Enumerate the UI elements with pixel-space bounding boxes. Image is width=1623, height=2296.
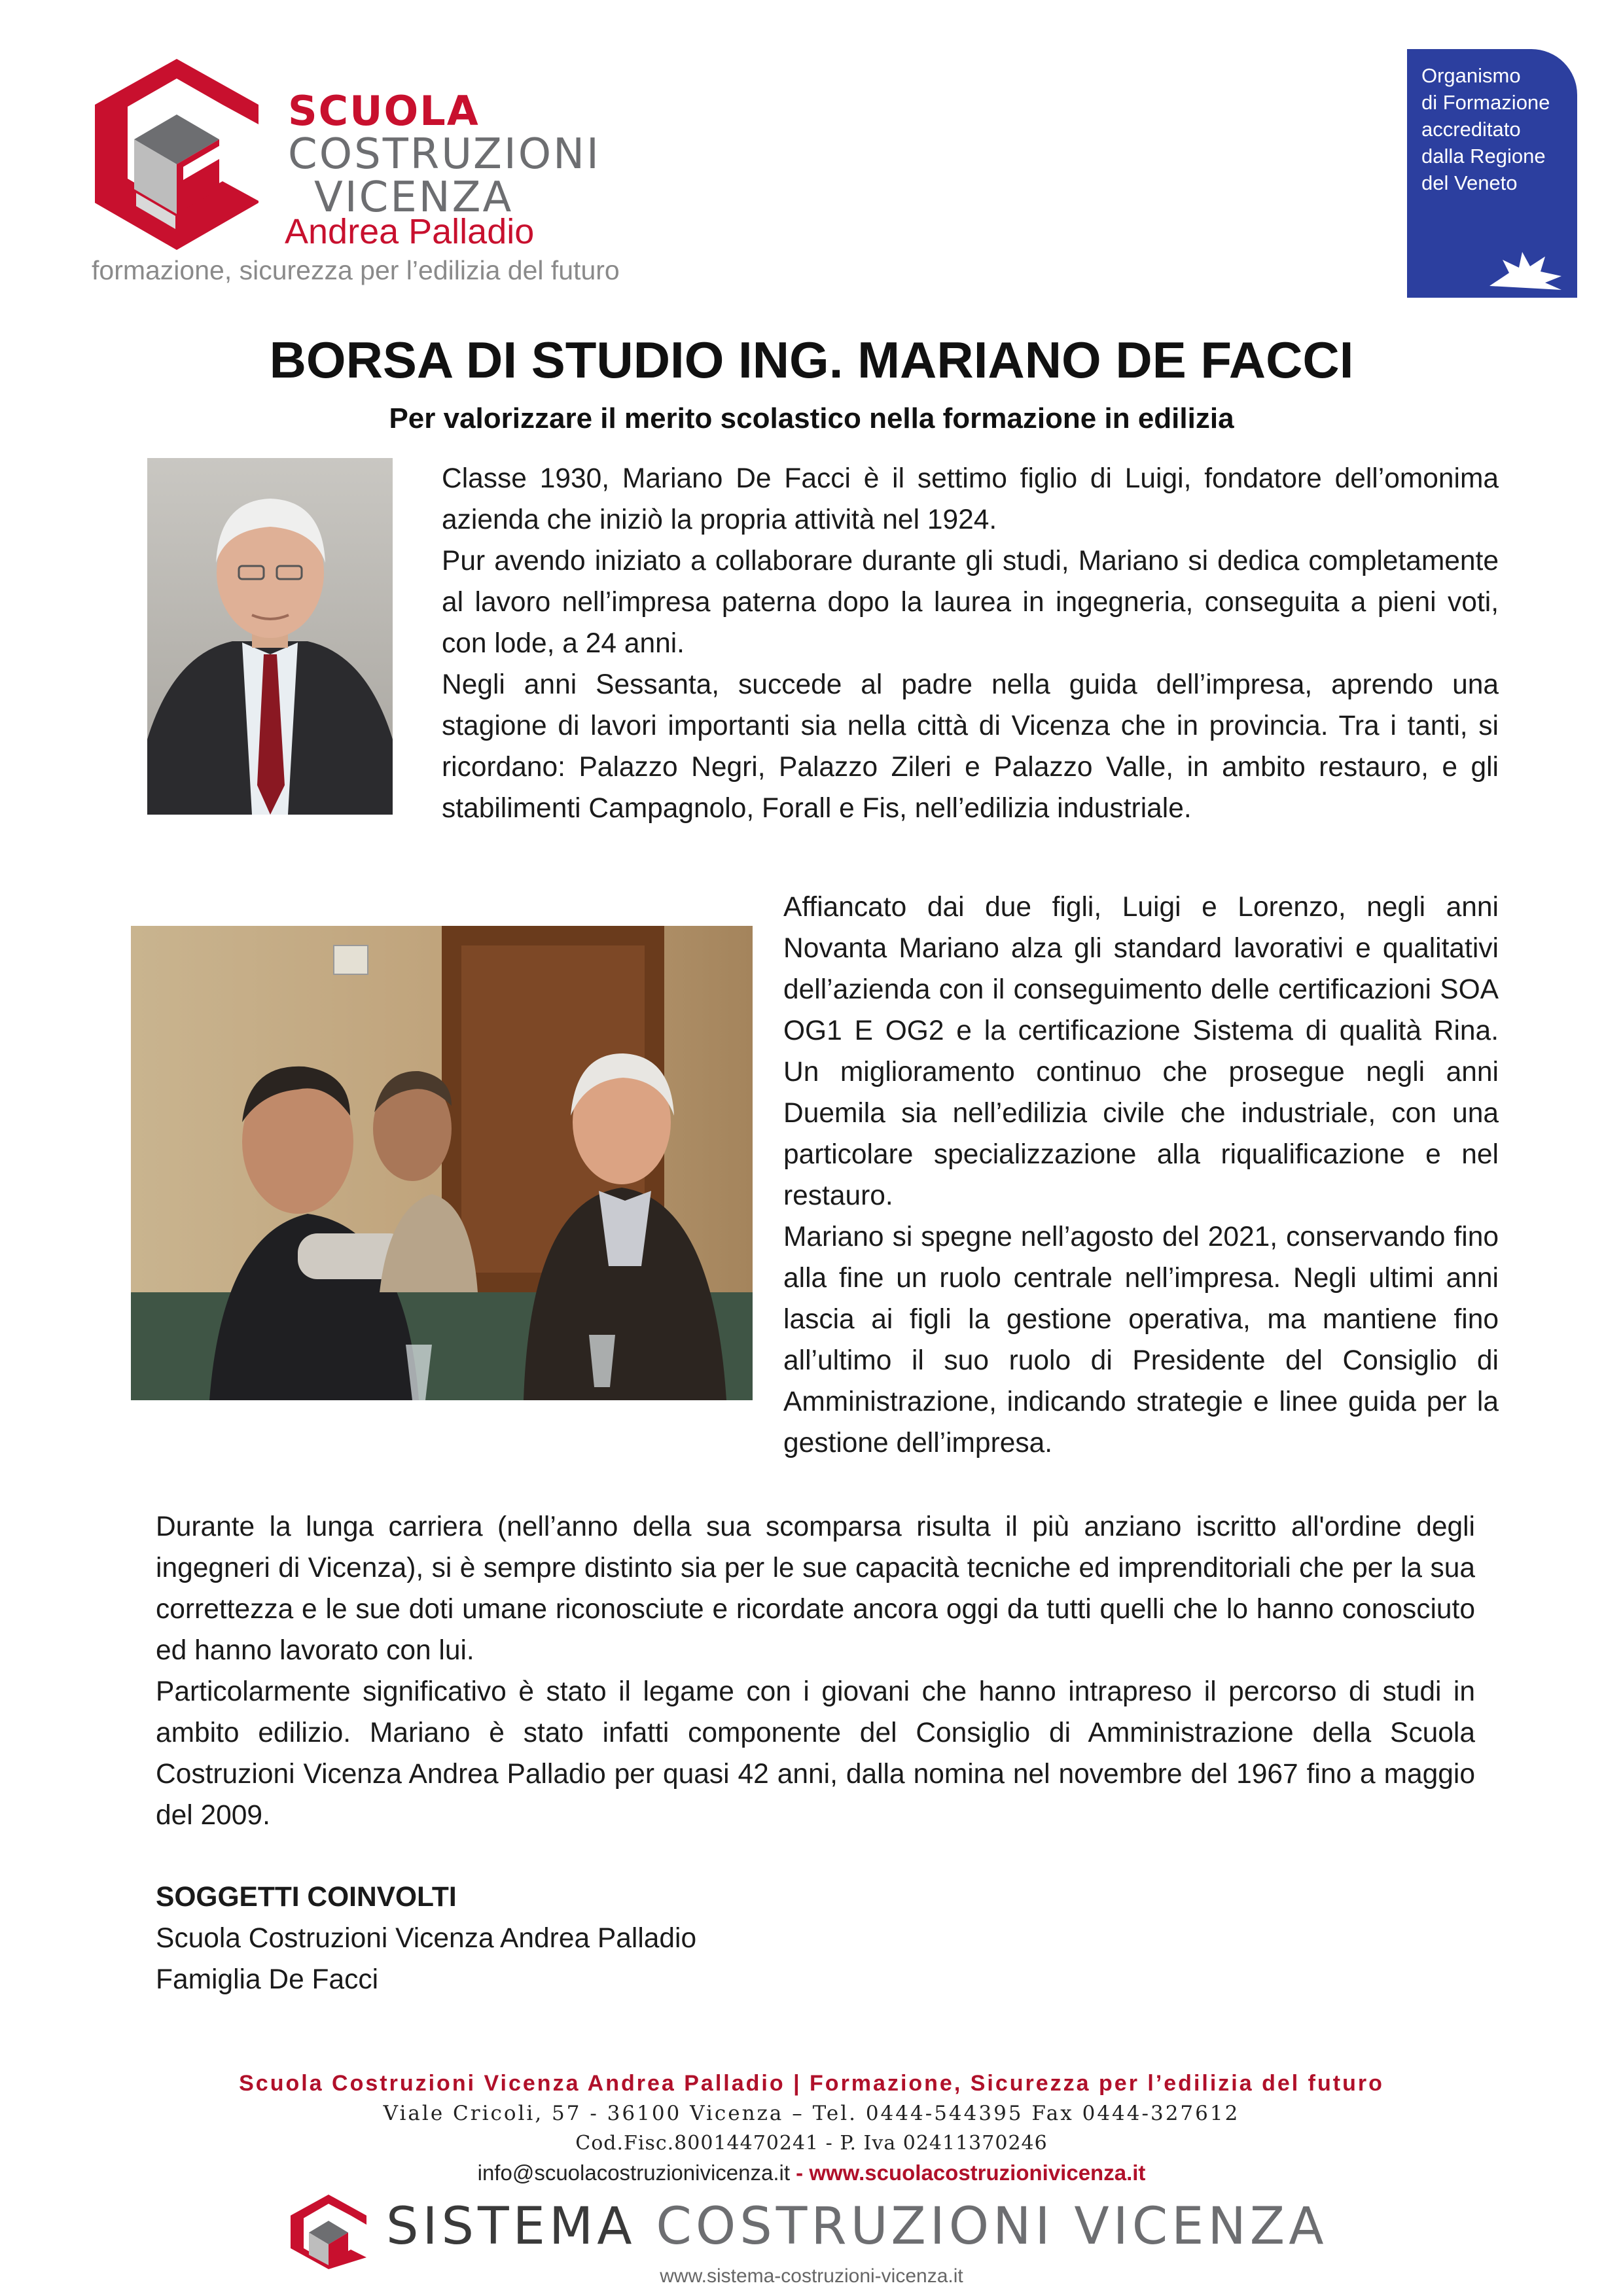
involved-parties-heading: SOGGETTI COINVOLTI — [156, 1882, 457, 1913]
footer-tax-ids: Cod.Fisc.80014470241 - P. Iva 02411370246 — [575, 2132, 1048, 2155]
sistema-costruzioni-url[interactable]: www.sistema-costruzioni-vicenza.it — [660, 2265, 963, 2287]
badge-text: Organismo di Formazione accreditato dalla Regione del Veneto — [1421, 64, 1550, 194]
paragraph: Classe 1930, Mariano De Facci è il settimo figlio di Luigi, fondatore dell’omonima azienda che iniziò la propria attività nel 1924. — [442, 463, 1499, 535]
paragraph: Affiancato dai due figli, Luigi e Lorenzo, negli anni Novanta Mariano alza gli standard lavorativi e qualitativi dell’azienda con il conseguimento delle certificazioni SOA OG1 E OG2 e la certificazione Sistema di qualità Rina. Un miglioramento continuo che prosegue negli anni Duemila sia nell’edilizia civile che industriale, con una particolare specializzazione alla riqualificazione e nel restauro. — [783, 892, 1499, 1211]
portrait-photo — [147, 458, 393, 815]
involved-parties — [156, 1877, 1137, 2000]
winged-lion-icon — [1483, 247, 1568, 292]
regione-veneto-badge — [1407, 49, 1577, 298]
footer-contacts — [0, 2161, 1623, 2185]
biography-intro — [442, 458, 1499, 829]
logo-scuola-text: SCUOLA — [288, 87, 480, 135]
logo-costruzioni-text: COSTRUZIONI — [288, 130, 601, 179]
school-logo — [92, 56, 620, 291]
paragraph: Mariano si spegne nell’agosto del 2021, conservando fino alla fine un ruolo centrale nell’impresa. Negli ultimi anni lascia ai figli la gestione operativa, ma mantiene fino all’ultimo il suo ruolo di Presidente del Consiglio di Amministrazione, indicando strategie e linee guida per la gestione dell’impresa. — [783, 1222, 1499, 1458]
biography-career — [783, 887, 1499, 1464]
page-subtitle: Per valorizzare il merito scolastico nella formazione in edilizia — [389, 402, 1234, 434]
sistema-costruzioni-logo — [288, 2192, 1335, 2270]
email-link[interactable]: info@scuolacostruzionivicenza.it — [477, 2161, 790, 2185]
list-item: Famiglia De Facci — [156, 1964, 379, 1995]
logo-andrea-palladio-text: Andrea Palladio — [285, 212, 535, 251]
logo-tagline: formazione, sicurezza per l’edilizia del futuro — [92, 255, 620, 285]
footer-address: Viale Cricoli, 57 - 36100 Vicenza – Tel. 0444-544395 Fax 0444-327612 — [383, 2102, 1240, 2125]
cube-logo-icon — [288, 2192, 380, 2270]
group-photo — [131, 926, 753, 1400]
paragraph: Particolarmente significativo è stato il legame con i giovani che hanno intrapreso il percorso di studi in ambito edilizio. Mariano è stato infatti componente del Consiglio di Amministrazione della Scuola Costruzioni Vicenza Andrea Palladio per quasi 42 anni, dalla nomina nel novembre del 1967 fino a maggio del 2009. — [156, 1676, 1475, 1831]
paragraph: Negli anni Sessanta, succede al padre nella guida dell’impresa, aprendo una stagione di lavori importanti sia nella città di Vicenza che in provincia. Tra i tanti, si ricordano: Palazzo Negri, Palazzo Zileri e Palazzo Valle, in ambito restauro, e gli stabilimenti Campagnolo, Forall e Fis, nell’edilizia industriale. — [442, 669, 1499, 824]
logo-vicenza-text: VICENZA — [314, 173, 514, 222]
footer-school-line: Scuola Costruzioni Vicenza Andrea Palladio | Formazione, Sicurezza per l’edilizia del futuro — [239, 2071, 1384, 2096]
separator: - — [790, 2161, 810, 2185]
website-link[interactable]: www.scuolacostruzionivicenza.it — [809, 2161, 1146, 2185]
page-title: BORSA DI STUDIO ING. MARIANO DE FACCI — [269, 331, 1354, 389]
paragraph: Durante la lunga carriera (nell’anno della sua scomparsa risulta il più anziano iscritto all'ordine degli ingegneri di Vicenza), si è sempre distinto sia per le sue capacità tecniche ed imprenditoriali che per la sua correttezza e le sue doti umane riconosciute e ricordate ancora oggi da tutti quelli che lo hanno conosciuto ed hanno lavorato con lui. — [156, 1511, 1475, 1666]
list-item: Scuola Costruzioni Vicenza Andrea Palladio — [156, 1923, 697, 1954]
sistema-costruzioni-name: SISTEMA COSTRUZIONI VICENZA — [386, 2197, 1328, 2256]
biography-legacy — [156, 1506, 1475, 1836]
cube-logo-icon — [92, 56, 294, 252]
paragraph: Pur avendo iniziato a collaborare durante gli studi, Mariano si dedica completamente al lavoro nell’impresa paterna dopo la laurea in ingegneria, conseguita a pieni voti, con lode, a 24 anni. — [442, 546, 1499, 659]
